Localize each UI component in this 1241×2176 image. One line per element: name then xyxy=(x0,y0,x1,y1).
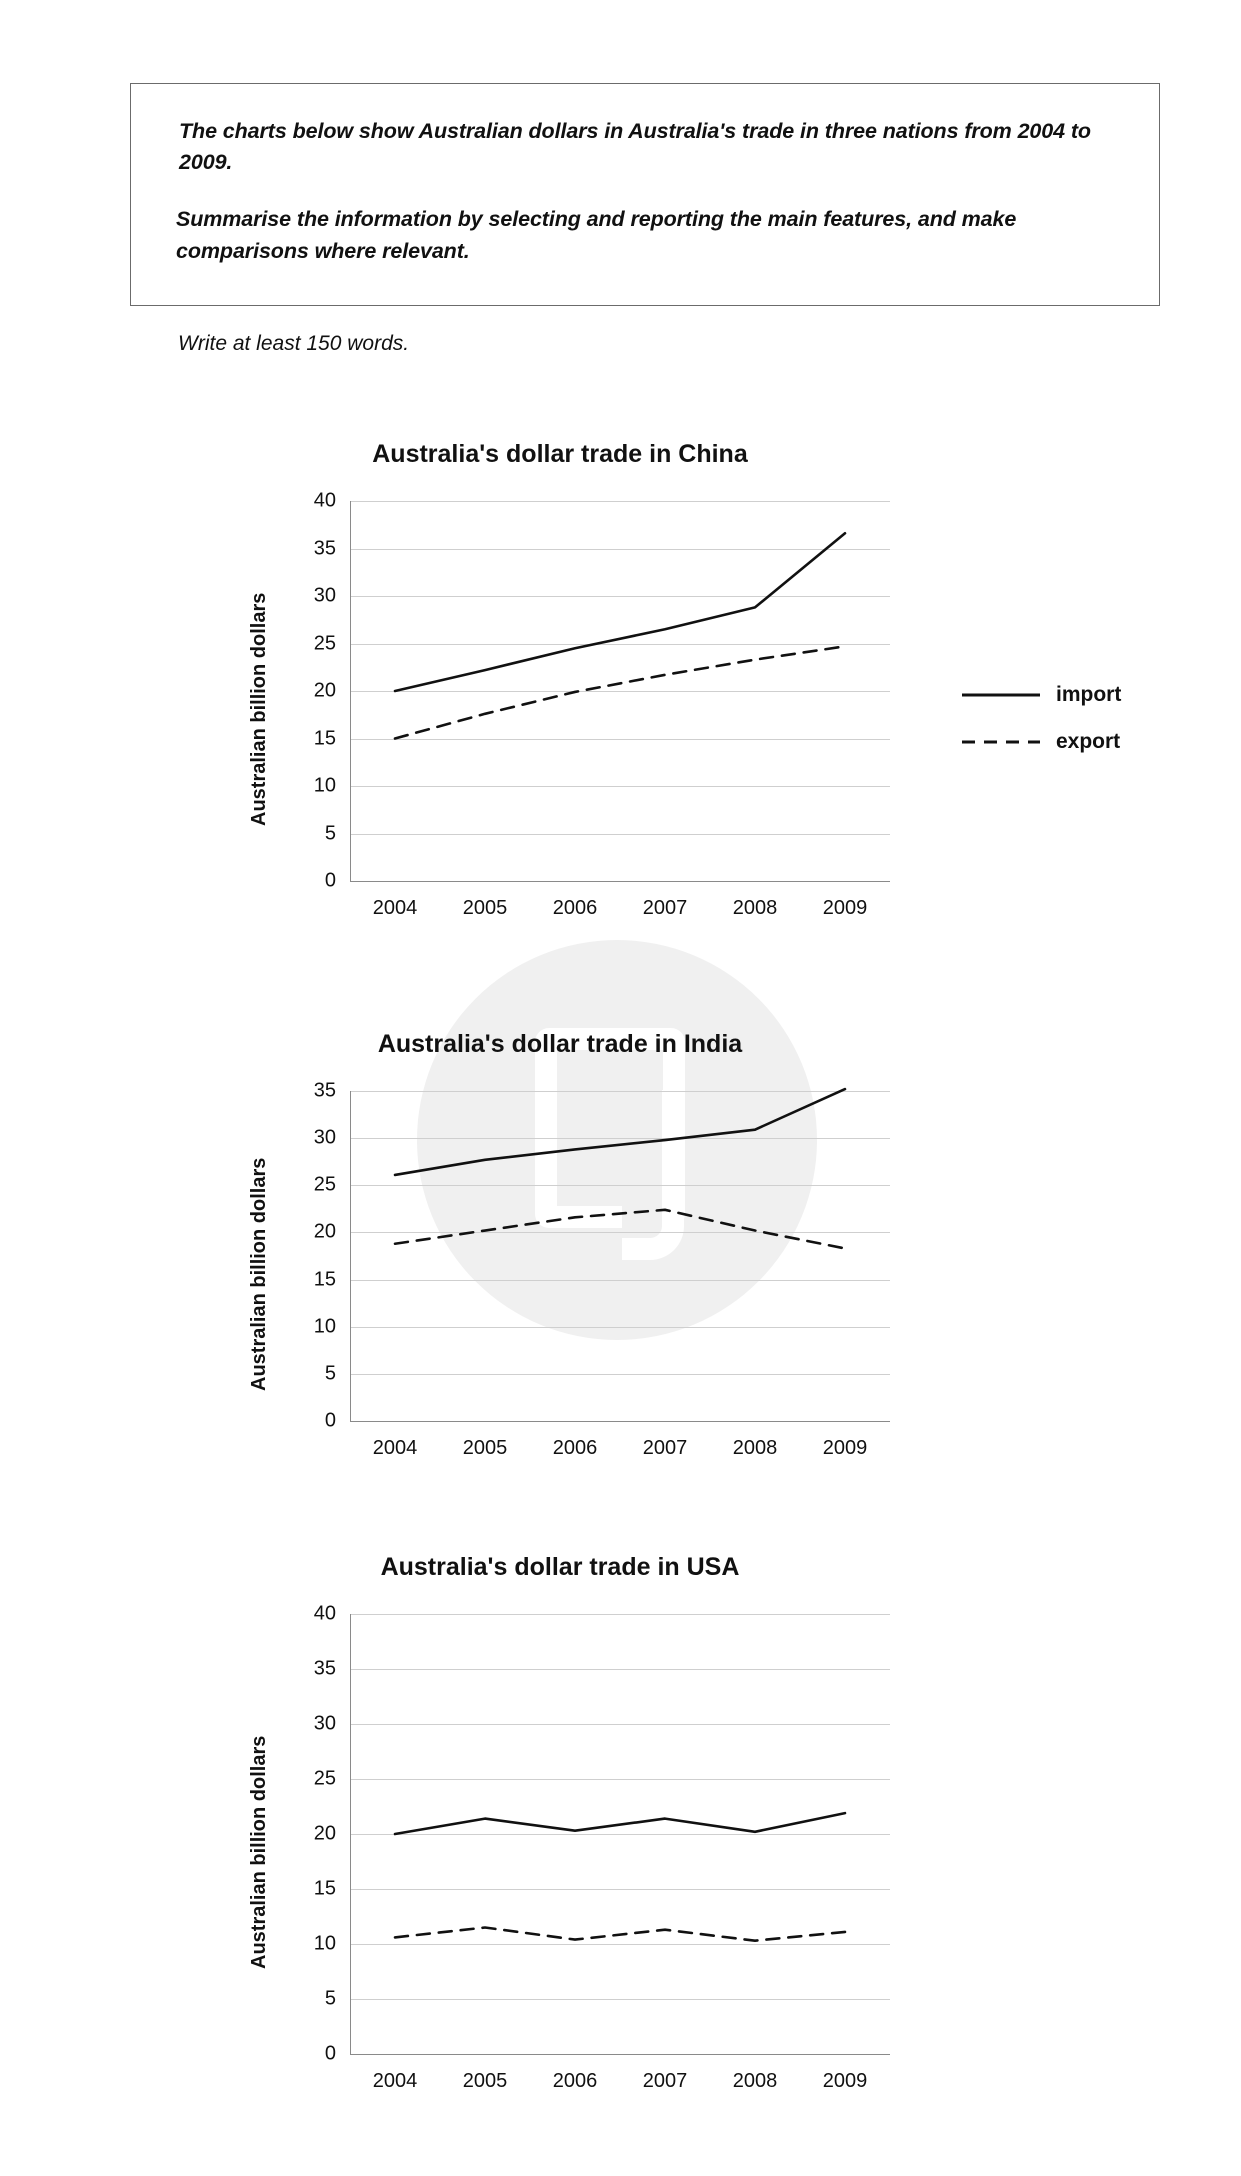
y-axis-tick: 5 xyxy=(324,1362,336,1385)
x-axis-tick: 2008 xyxy=(732,897,778,919)
y-axis-label: Australian billion dollars xyxy=(248,592,270,826)
y-axis-tick: 0 xyxy=(324,1409,336,1432)
y-axis-tick: 15 xyxy=(313,1268,336,1291)
y-axis-tick: 5 xyxy=(324,1987,336,2010)
series-line-import xyxy=(395,1089,845,1175)
x-axis-tick: 2005 xyxy=(462,2070,508,2092)
x-axis-tick: 2007 xyxy=(642,897,688,919)
chart-title: Australia's dollar trade in USA xyxy=(380,1553,740,1581)
y-axis-tick: 10 xyxy=(313,774,336,797)
y-axis-tick: 40 xyxy=(313,1602,336,1625)
series-line-export xyxy=(395,646,845,738)
chart-title: Australia's dollar trade in China xyxy=(372,440,748,468)
word-count-note: Write at least 150 words. xyxy=(178,332,410,355)
plot-area xyxy=(230,489,930,941)
legend-item-import xyxy=(962,680,1121,710)
y-axis-tick: 20 xyxy=(313,1822,336,1845)
x-axis-tick: 2005 xyxy=(462,1437,508,1459)
x-axis-tick: 2009 xyxy=(822,2070,868,2092)
y-axis-tick: 30 xyxy=(313,1126,336,1149)
legend-swatch-import xyxy=(962,688,1040,702)
legend-label-export: export xyxy=(1056,730,1121,753)
y-axis-label: Australian billion dollars xyxy=(248,1735,270,1969)
series-layer xyxy=(230,1614,890,2058)
y-axis-tick: 5 xyxy=(324,822,336,844)
y-axis-tick: 0 xyxy=(324,2042,336,2065)
y-axis-tick: 25 xyxy=(313,1173,336,1196)
series-layer xyxy=(230,501,890,885)
x-axis-tick: 2007 xyxy=(642,2070,688,2092)
legend-label-import: import xyxy=(1056,683,1122,706)
legend-item-export xyxy=(962,727,1121,757)
chart-legend xyxy=(962,680,1121,774)
y-axis-tick: 35 xyxy=(313,537,336,559)
x-axis-tick: 2004 xyxy=(372,897,418,919)
y-axis-label: Australian billion dollars xyxy=(248,1157,270,1391)
y-axis-tick: 30 xyxy=(313,584,336,607)
y-axis-tick: 0 xyxy=(324,869,336,892)
x-axis-tick: 2004 xyxy=(372,2070,418,2092)
task-prompt-line-1: The charts below show Australian dollars in Australia's trade in three nations from 2004 to 2009. xyxy=(179,119,1091,175)
x-axis-tick: 2009 xyxy=(822,1437,868,1459)
x-axis-tick: 2006 xyxy=(552,1437,598,1459)
y-axis-tick: 35 xyxy=(313,1079,336,1102)
x-axis-tick: 2006 xyxy=(552,2070,598,2092)
y-axis-tick: 10 xyxy=(313,1932,336,1955)
series-line-import xyxy=(395,1813,845,1834)
series-line-export xyxy=(395,1210,845,1249)
plot-area xyxy=(230,1079,930,1481)
y-axis-tick: 15 xyxy=(313,727,336,749)
x-axis-tick: 2007 xyxy=(642,1437,688,1459)
legend-swatch-export xyxy=(962,735,1040,749)
y-axis-tick: 20 xyxy=(313,679,336,702)
y-axis-tick: 25 xyxy=(313,1767,336,1790)
y-axis-tick: 35 xyxy=(313,1657,336,1680)
chart-2 xyxy=(230,1030,930,1481)
task-prompt-line-2: Summarise the information by selecting and reporting the main features, and make comparisons where relevant. xyxy=(176,207,1017,263)
series-line-import xyxy=(395,533,845,691)
x-axis-tick: 2008 xyxy=(732,1437,778,1459)
y-axis-tick: 40 xyxy=(313,489,336,512)
chart-1 xyxy=(230,440,930,941)
y-axis-tick: 10 xyxy=(313,1315,336,1338)
x-axis-tick: 2008 xyxy=(732,2070,778,2092)
y-axis-tick: 30 xyxy=(313,1712,336,1735)
plot-area xyxy=(230,1602,930,2114)
y-axis-tick: 20 xyxy=(313,1220,336,1243)
series-line-export xyxy=(395,1928,845,1941)
task-prompt-box xyxy=(130,83,1160,306)
x-axis-tick: 2006 xyxy=(552,897,598,919)
x-axis-tick: 2005 xyxy=(462,897,508,919)
x-axis-tick: 2009 xyxy=(822,897,868,919)
y-axis-tick: 25 xyxy=(313,632,336,654)
chart-3 xyxy=(230,1553,930,2114)
chart-title: Australia's dollar trade in India xyxy=(377,1030,743,1058)
y-axis-tick: 15 xyxy=(313,1877,336,1900)
x-axis-tick: 2004 xyxy=(372,1437,418,1459)
series-layer xyxy=(230,1091,890,1425)
